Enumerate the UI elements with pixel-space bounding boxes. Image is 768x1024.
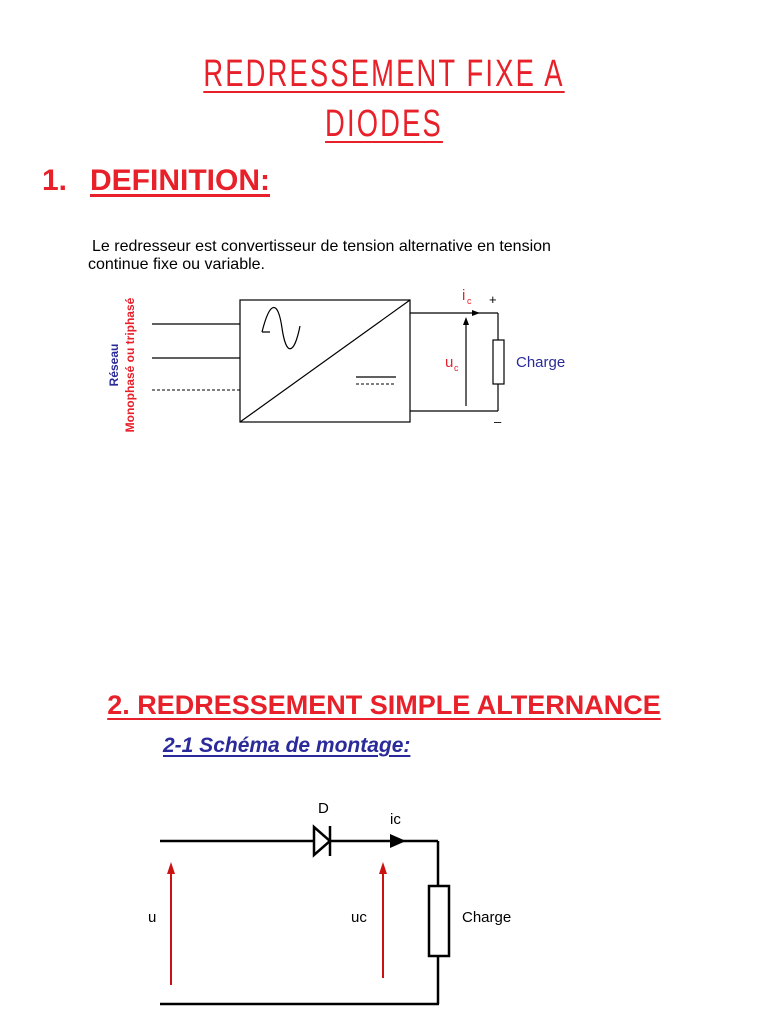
current-arrow-icon	[390, 834, 406, 848]
diode-icon	[300, 826, 330, 856]
voltage-subscript: c	[454, 363, 459, 373]
minus-sign: –	[494, 414, 502, 429]
load-label: Charge	[516, 354, 566, 371]
current-label: i	[462, 287, 466, 304]
voltage-arrow-icon	[463, 317, 469, 325]
half-wave-rectifier-diagram	[140, 790, 580, 1020]
section-2-heading: 2. REDRESSEMENT SIMPLE ALTERNANCE	[107, 690, 661, 720]
current-arrow-icon	[472, 310, 480, 316]
section-1-title: DEFINITION:	[90, 164, 270, 197]
diode-label: D	[318, 800, 329, 817]
current-subscript: c	[467, 296, 472, 306]
plus-sign: +	[489, 292, 497, 307]
phase-label: Monophasé ou triphasé	[123, 297, 137, 433]
definition-paragraph: Le redresseur est convertisseur de tension alternative en tension continue fixe ou variable.	[88, 238, 551, 273]
source-voltage-label: u	[148, 909, 157, 926]
rectifier-block-diagram	[100, 280, 600, 450]
source-voltage-arrow-icon	[167, 862, 175, 874]
current-label: ic	[390, 811, 401, 828]
document-title-line-1: REDRESSEMENT FIXE A	[203, 53, 565, 95]
load-resistor	[429, 886, 449, 956]
section-2-1-heading: 2-1 Schéma de montage:	[163, 734, 411, 757]
reseau-label: Réseau	[107, 343, 121, 387]
load-label: Charge	[462, 909, 512, 926]
output-voltage-arrow-icon	[379, 862, 387, 874]
document-title-line-2: DIODES	[325, 103, 443, 145]
voltage-label: u	[445, 354, 454, 371]
section-1-heading	[42, 164, 270, 198]
section-1-number: 1.	[42, 164, 68, 197]
load-resistor	[493, 340, 504, 384]
output-voltage-label: uc	[351, 909, 367, 926]
